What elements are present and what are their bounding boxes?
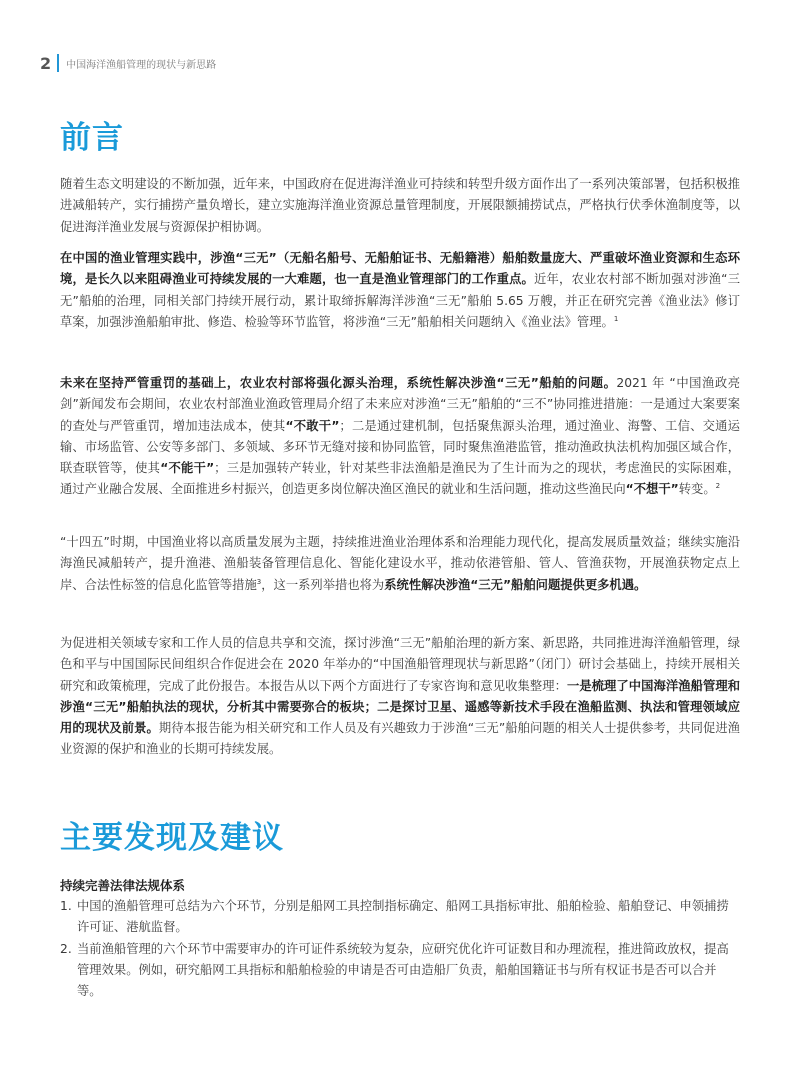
page-header: [40, 53, 216, 73]
preface-paragraph-5: [60, 633, 740, 761]
preface-heading: 前言: [60, 120, 124, 156]
footnote-ref-1: 1: [613, 314, 619, 323]
preface-paragraph-4: [60, 532, 740, 596]
p3-text-c: ；二是通过建机制，包括聚焦源头治理，通过渔业、海警、工信、交通运输、市场监管、公安等多部门、多领域、多环节无缝对接和协同监管，同时聚焦渔港监管，推动渔政执法机构加强区域合作，联查联管等，使其: [60, 418, 740, 476]
p2-text: 近年，农业农村部不断加强对涉渔“三无”船舶的治理，同相关部门持续开展行动，累计取缔拆解海洋涉渔“三无”船舶 5.65 万艘，并正在研究完善《渔业法》修订草案，加强涉渔船舶审批、修造、检验等环节监管，将涉渔“三无”船舶相关问题纳入《渔业法》管理。: [60, 272, 740, 329]
p3-bold-buneng: “不能干”: [160, 461, 215, 476]
list-item-number: 1.: [60, 899, 72, 913]
footnote-ref-2: 2: [715, 482, 721, 491]
p3-bold: 未来在坚持严管重罚的基础上，农业农村部将强化源头治理，系统性解决涉渔“三无”船舶的问题。: [60, 376, 617, 390]
preface-paragraph-3: [60, 373, 740, 501]
p3-bold-bugan: “不敢干”: [285, 418, 340, 433]
header-divider: [57, 54, 59, 72]
p4-text-a: “十四五”时期，中国渔业将以高质量发展为主题，持续推进渔业治理体系和治理能力现代化，提高发展质量效益；继续实施沿海渔民减船转产，提升渔港、渔船装备管理信息化、智能化建设水平，推动依港管船、管人、管渔获物，开展渔获物定点上岸、合法性标签的信息化监管等措施: [60, 535, 740, 592]
p3-bold-buxiang: “不想干”: [625, 482, 679, 497]
page-number: 2: [40, 53, 52, 73]
list-item-number: 2.: [60, 941, 72, 956]
p3-text-d: ；三是加强转产转业，针对某些非法渔船是渔民为了生计而为之的现状，考虑渔民的实际困难，通过产业融合发展、全面推进乡村振兴，创造更多岗位解决渔区渔民的就业和生活问题，推动这些渔民向: [60, 461, 740, 497]
footnote-ref-3: 3: [256, 577, 262, 586]
p2-bold: 在中国的渔业管理实践中，涉渔“三无”（无船名船号、无船舶证书、无船籍港）船舶数量庞大、严重破坏渔业资源和生态环境，是长久以来阻碍渔业可持续发展的一大难题，也一直是渔业管理部门的工作重点。: [60, 251, 740, 287]
p4-text-b: ，这一系列举措也将为: [261, 577, 385, 592]
list-item: [60, 896, 750, 939]
p4-bold: 系统性解决涉渔“三无”船舶问题提供更多机遇。: [384, 577, 647, 592]
preface-paragraph-1: 随着生态文明建设的不断加强，近年来，中国政府在促进海洋渔业可持续和转型升级方面作出了一系列决策部署，包括积极推进减船转产，实行捕捞产量负增长，建立实施海洋渔业资源总量管理制度，开展限额捕捞试点，严格执行伏季休渔制度等，以促进海洋渔业发展与资源保护相协调。: [60, 177, 740, 234]
findings-list: [60, 896, 750, 1002]
list-item-text: 当前渔船管理的六个环节中需要审办的许可证件系统较为复杂，应研究优化许可证数目和办理流程，推进简政放权，提高管理效果。例如，研究船网工具指标和船舶检验的申请是否可由造船厂负责，船舶国籍证书与所有权证书是否可以合并等。: [77, 941, 729, 999]
findings-subheading: 持续完善法律法规体系: [60, 878, 186, 893]
list-item-text: 中国的渔船管理可总结为六个环节，分别是船网工具控制指标确定、船网工具指标审批、船舶检验、船舶登记、申领捕捞许可证、港航监督。: [77, 899, 729, 935]
p3-text-e: 转变。: [678, 482, 716, 497]
preface-paragraph-2: [60, 248, 740, 333]
p3-text-a: 2021 年 “中国渔政亮剑”新闻发布会期间，农业农村部渔业渔政管理局介绍了未来应对涉渔“三无”船舶的“三不”协同推进措施：一是通过大案要案的查处与严管重罚，增加违法成本，使其: [60, 376, 740, 433]
list-item: [60, 939, 750, 1003]
p5-text-a: 为促进相关领域专家和工作人员的信息共享和交流，探讨涉渔“三无”船舶治理的新方案、新思路，共同推进海洋渔船管理，绿色和平与中国国际民间组织合作促进会在 2020 年举办的“中国渔船管理现状与新思路”（闭门）研讨会基础上，持续开展相关研究和政策梳理，完成了此份报告。本报告从以下两个方面进行了专家咨询和意见收集整理：: [60, 636, 740, 693]
running-title: 中国海洋渔船管理的现状与新思路: [66, 59, 217, 71]
p5-bold: 一是梳理了中国海洋渔船管理和涉渔“三无”船舶执法的现状，分析其中需要弥合的板块；二是探讨卫星、遥感等新技术手段在渔船监测、执法和管理领域应用的现状及前景。: [60, 678, 740, 736]
findings-heading: 主要发现及建议: [60, 820, 284, 856]
p5-text-b: 期待本报告能为相关研究和工作人员及有兴趣致力于涉渔“三无”船舶问题的相关人士提供参考，共同促进渔业资源的保护和渔业的长期可持续发展。: [60, 721, 740, 757]
